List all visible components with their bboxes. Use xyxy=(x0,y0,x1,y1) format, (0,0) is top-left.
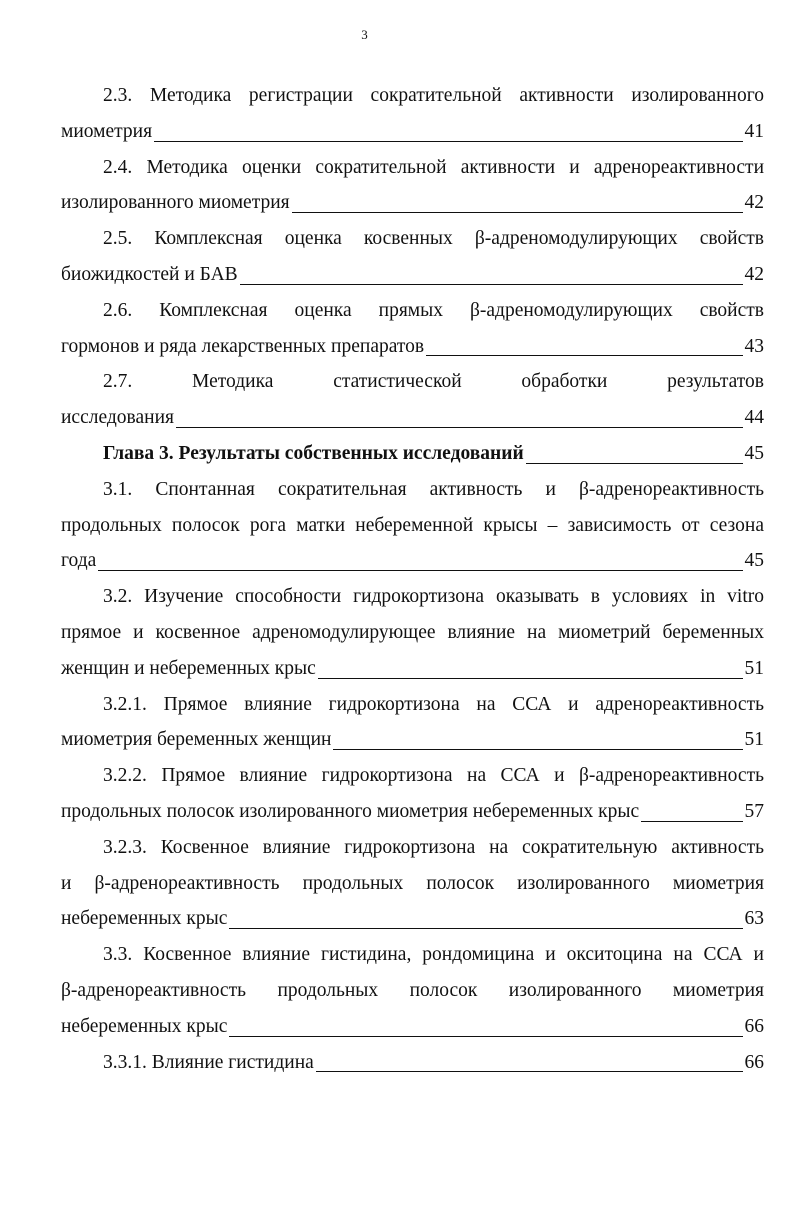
toc-entry-text: 2.4. Методика оценки сократительной активности и адренореактивности xyxy=(103,156,764,178)
toc-entry-text: 3.2.2. Прямое влияние гидрокортизона на ССА и β-адренореактивность xyxy=(103,765,764,787)
toc-page-number: 45 xyxy=(744,442,764,464)
toc-entry-text: β-адренореактивность продольных полосок изолированного миометрия xyxy=(61,979,764,1001)
toc-entry-text: небеременных крыс xyxy=(61,908,228,930)
leader-line xyxy=(333,749,742,750)
toc-page-number: 51 xyxy=(744,729,764,751)
toc-entry-text: 3.2.3. Косвенное влияние гидрокортизона на сократительную активность xyxy=(103,836,764,858)
leader-line xyxy=(526,463,743,464)
toc-chapter-3[interactable] xyxy=(61,436,764,472)
toc-entry-text: биожидкостей и БАВ xyxy=(61,263,238,285)
leader-line xyxy=(641,821,742,822)
toc-entry-3-1[interactable] xyxy=(61,472,764,579)
toc-page-number: 42 xyxy=(744,263,764,285)
toc-entry-text: 3.1. Спонтанная сократительная активность и β-адренореактивность xyxy=(103,478,764,500)
toc-entry-text: изолированного миометрия xyxy=(61,192,290,214)
leader-line xyxy=(426,355,742,356)
toc-entry-text: гормонов и ряда лекарственных препаратов xyxy=(61,335,425,357)
leader-line xyxy=(316,1071,743,1072)
toc-entry-3-2-2[interactable] xyxy=(61,758,764,830)
toc-entry-3-3-1[interactable] xyxy=(61,1045,764,1081)
toc-entry-text: 2.3. Методика регистрации сократительной активности изолированного xyxy=(103,85,764,106)
toc-entry-text: 2.6. Комплексная оценка прямых β-адреномодулирующих свойств xyxy=(103,299,764,321)
toc-entry-3-2-1[interactable] xyxy=(61,687,764,759)
toc-entry-text: миометрия беременных женщин xyxy=(61,729,332,751)
toc-entry-text: небеременных крыс xyxy=(61,1015,228,1037)
toc-page-number: 63 xyxy=(744,908,764,930)
toc-entry-text: продольных полосок изолированного миометрия небеременных крыс xyxy=(61,800,640,822)
toc-entry-2-6[interactable] xyxy=(61,293,764,365)
toc-page-number: 42 xyxy=(744,192,764,214)
toc-page-number: 43 xyxy=(744,335,764,357)
toc-entry-3-2-3[interactable] xyxy=(61,830,764,937)
chapter-heading: Глава 3. Результаты собственных исследований xyxy=(103,442,524,464)
toc-entry-text: 3.2. Изучение способности гидрокортизона оказывать в условиях in vitro xyxy=(103,586,764,608)
toc-page-number: 57 xyxy=(744,800,764,822)
leader-line xyxy=(229,928,742,929)
toc-entry-text: 3.3.1. Влияние гистидина xyxy=(103,1051,314,1073)
toc-entry-text: исследования xyxy=(61,407,174,429)
leader-line xyxy=(98,570,742,571)
toc-page-number: 44 xyxy=(744,407,764,429)
toc-entry-text: 3.2.1. Прямое влияние гидрокортизона на ССА и адренореактивность xyxy=(103,693,764,715)
toc-page-number: 41 xyxy=(744,120,764,142)
toc-entry-2-7[interactable] xyxy=(61,364,764,436)
toc-page-number: 51 xyxy=(744,657,764,679)
toc-entry-2-3[interactable] xyxy=(61,78,764,150)
toc-entry-text: продольных полосок рога матки небеременной крысы – зависимость от сезона xyxy=(61,514,764,536)
toc-entry-3-2[interactable] xyxy=(61,579,764,686)
toc-entry-text: года xyxy=(61,550,97,572)
toc-entry-text: и β-адренореактивность продольных полосок изолированного миометрия xyxy=(61,872,764,894)
leader-line xyxy=(318,678,743,679)
toc-page-number: 66 xyxy=(744,1015,764,1037)
toc-entry-text: 2.7. Методика статистической обработки результатов xyxy=(103,371,764,393)
leader-line xyxy=(292,212,743,213)
leader-line xyxy=(176,427,743,428)
toc-entry-text: 2.5. Комплексная оценка косвенных β-адреномодулирующих свойств xyxy=(103,228,764,250)
toc-entry-text: женщин и небеременных крыс xyxy=(61,657,316,679)
leader-line xyxy=(154,141,742,142)
toc-page-number: 66 xyxy=(744,1051,764,1073)
toc-entry-text: миометрия xyxy=(61,120,153,142)
toc-entry-2-5[interactable] xyxy=(61,221,764,293)
toc-entry-2-4[interactable] xyxy=(61,150,764,222)
toc-page-number: 45 xyxy=(744,550,764,572)
toc-entry-text: 3.3. Косвенное влияние гистидина, рондомицина и окситоцина на ССА и xyxy=(103,944,764,966)
page-number: 3 xyxy=(361,27,368,42)
toc-entry-text: прямое и косвенное адреномодулирующее влияние на миометрий беременных xyxy=(61,621,764,643)
toc-entry-3-3[interactable] xyxy=(61,937,764,1044)
table-of-contents xyxy=(61,78,764,1080)
leader-line xyxy=(240,284,743,285)
leader-line xyxy=(229,1036,742,1037)
